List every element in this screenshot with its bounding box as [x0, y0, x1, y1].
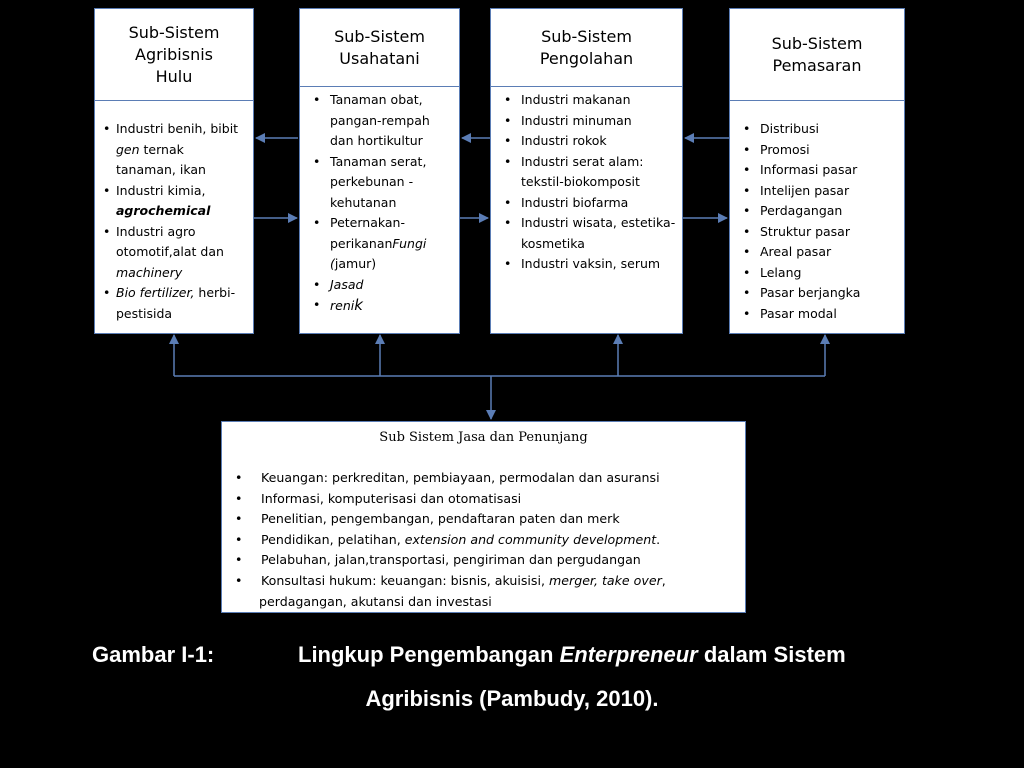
list-item: • Pelabuhan, jalan,transportasi, pengiriman dan pergudangan [231, 550, 741, 571]
list-item: • Lelang [736, 263, 898, 284]
list-item: • Industri wisata, estetika-kosmetika [497, 213, 676, 254]
list-item: • Tanaman serat, perkebunan - kehutanan [306, 152, 453, 214]
list-item: • Industri vaksin, serum [497, 254, 676, 275]
title-line: Sub-Sistem [128, 22, 220, 42]
list-item: • Industri serat alam: tekstil-biokomposit [497, 152, 676, 193]
caption-line-1: Lingkup Pengembangan Enterpreneur dalam Sistem [298, 642, 846, 667]
list-item: • Industri minuman [497, 111, 676, 132]
list-item: • Tanaman obat, pangan-rempah dan hortikultur [306, 90, 453, 152]
list-item-continuation: perdagangan, akutansi dan investasi [259, 593, 492, 609]
list-item: • Promosi [736, 140, 898, 161]
list-item: • Bio fertilizer, herbi- pestisida [103, 283, 245, 324]
box-body [730, 100, 904, 333]
list-item: • Intelijen pasar [736, 181, 898, 202]
title-line: Agribisnis [135, 44, 213, 64]
box-jasa-penunjang [221, 421, 746, 613]
caption-line-2: Agribisnis (Pambudy, 2010). [365, 686, 659, 711]
box-body [300, 86, 459, 333]
box-body [95, 100, 253, 333]
list-item: • Industri makanan [497, 90, 676, 111]
list-item: • Distribusi [736, 119, 898, 140]
box-pemasaran [729, 8, 905, 334]
title-line: Usahatani [339, 48, 420, 68]
list-item: • Industri biofarma [497, 193, 676, 214]
list-item: • Penelitian, pengembangan, pendaftaran paten dan merk [231, 509, 741, 530]
list-item: • Informasi pasar [736, 160, 898, 181]
list-item: • Areal pasar [736, 242, 898, 263]
caption-label: Gambar I-1: [92, 642, 215, 667]
list-item: • Konsultasi hukum: keuangan: bisnis, akuisisi, merger, take over, [231, 571, 741, 592]
list-item: • Industri benih, bibit gen ternak tanaman, ikan [103, 119, 245, 181]
box-usahatani [299, 8, 460, 334]
box-pengolahan [490, 8, 683, 334]
list-item: • Industri agro otomotif,alat dan machinery [103, 222, 245, 284]
box-agribisnis-hulu [94, 8, 254, 334]
list-item: • Pasar modal [736, 304, 898, 325]
title-line: Sub-Sistem [334, 26, 425, 46]
title-line: Pengolahan [539, 48, 634, 68]
jasa-title: Sub Sistem Jasa dan Penunjang [379, 430, 588, 445]
box-title [730, 9, 904, 101]
box-title [300, 9, 459, 87]
list-item: • Pasar berjangka [736, 283, 898, 304]
title-line: Sub-Sistem [541, 26, 632, 46]
list-item: • Perdagangan [736, 201, 898, 222]
list-item: • renik [306, 295, 453, 317]
list-item: • Keuangan: perkreditan, pembiayaan, permodalan dan asuransi [231, 468, 741, 489]
title-line: Hulu [155, 66, 193, 86]
box-title [491, 9, 682, 87]
list-item: • Informasi, komputerisasi dan otomatisasi [231, 489, 741, 510]
list-item: • Industri kimia, agrochemical [103, 181, 245, 222]
list-item: • Industri rokok [497, 131, 676, 152]
title-line: Sub-Sistem [771, 33, 863, 53]
list-item: • Jasad [306, 275, 453, 296]
box-body [491, 86, 682, 333]
list-item: • Struktur pasar [736, 222, 898, 243]
title-line: Pemasaran [772, 55, 862, 75]
box-title [95, 9, 253, 101]
list-item: • Peternakan-perikananFungi (jamur) [306, 213, 453, 275]
list-item: • Pendidikan, pelatihan, extension and community development. [231, 530, 741, 551]
